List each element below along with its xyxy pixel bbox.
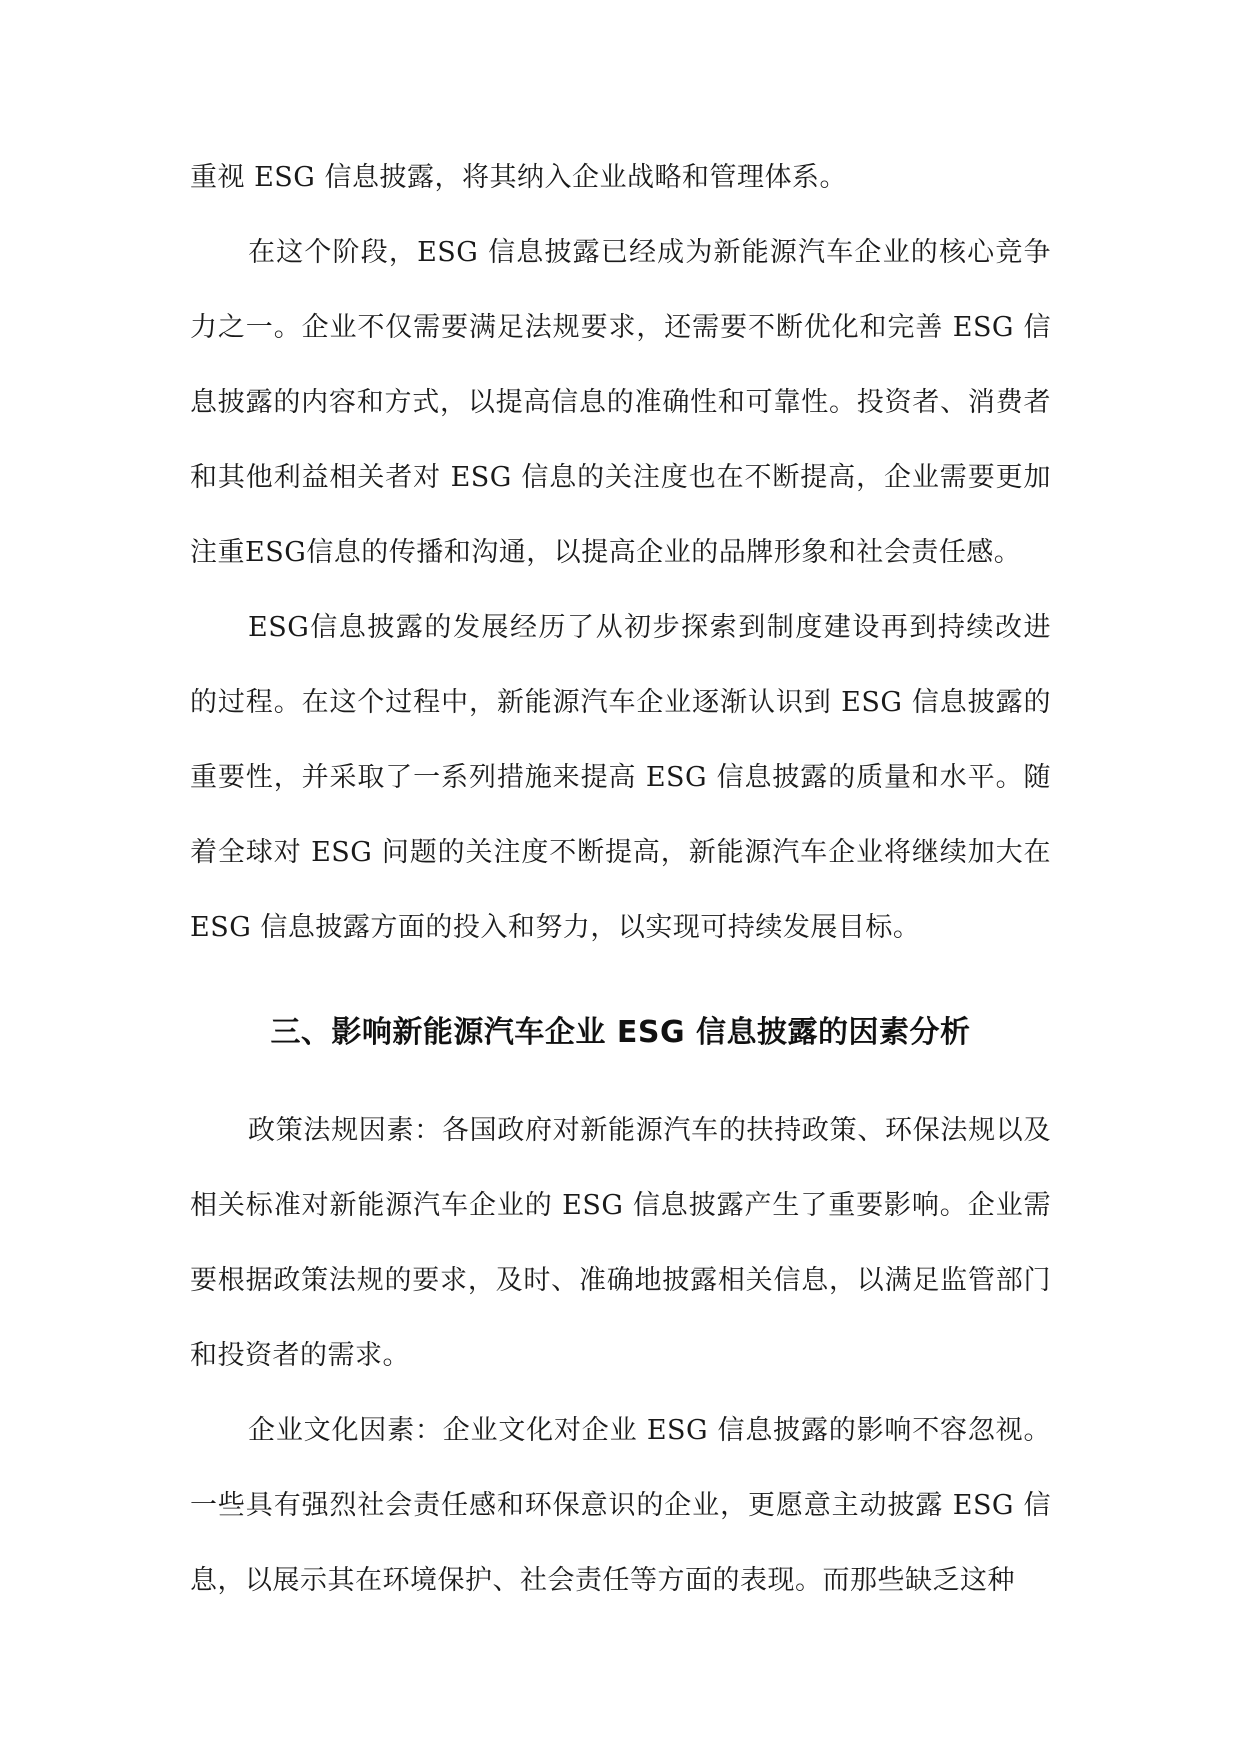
section-heading: 三、影响新能源汽车企业 ESG 信息披露的因素分析 <box>270 1015 971 1050</box>
paragraph-continuation: 重视 ESG 信息披露，将其纳入企业战略和管理体系。 <box>190 162 847 193</box>
paragraph-core-competitiveness: 在这个阶段，ESG 信息披露已经成为新能源汽车企业的核心竞争力之一。企业不仅需要满足法规要求，还需要不断优化和完善 ESG 信息披露的内容和方式，以提高信息的准确性和可靠性。投资者、消费者和其他利益相关者对 ESG 信息的关注度也在不断提高，企业需要更加注重ESG信息的传播和沟通，以提高企业的品牌形象和社会责任感。 <box>190 237 1051 568</box>
paragraph-development-history: ESG信息披露的发展经历了从初步探索到制度建设再到持续改进的过程。在这个过程中，新能源汽车企业逐渐认识到 ESG 信息披露的重要性，并采取了一系列措施来提高 ESG 信息披露的质量和水平。随着全球对 ESG 问题的关注度不断提高，新能源汽车企业将继续加大在 ESG 信息披露方面的投入和努力，以实现可持续发展目标。 <box>190 612 1051 943</box>
page-content <box>190 140 1051 1618</box>
paragraph-culture-factors: 企业文化因素：企业文化对企业 ESG 信息披露的影响不容忽视。一些具有强烈社会责任感和环保意识的企业，更愿意主动披露 ESG 信息，以展示其在环境保护、社会责任等方面的表现。而那些缺乏这种 <box>190 1415 1051 1596</box>
paragraph-policy-factors: 政策法规因素：各国政府对新能源汽车的扶持政策、环保法规以及相关标准对新能源汽车企业的 ESG 信息披露产生了重要影响。企业需要根据政策法规的要求，及时、准确地披露相关信息，以满足监管部门和投资者的需求。 <box>190 1115 1051 1371</box>
